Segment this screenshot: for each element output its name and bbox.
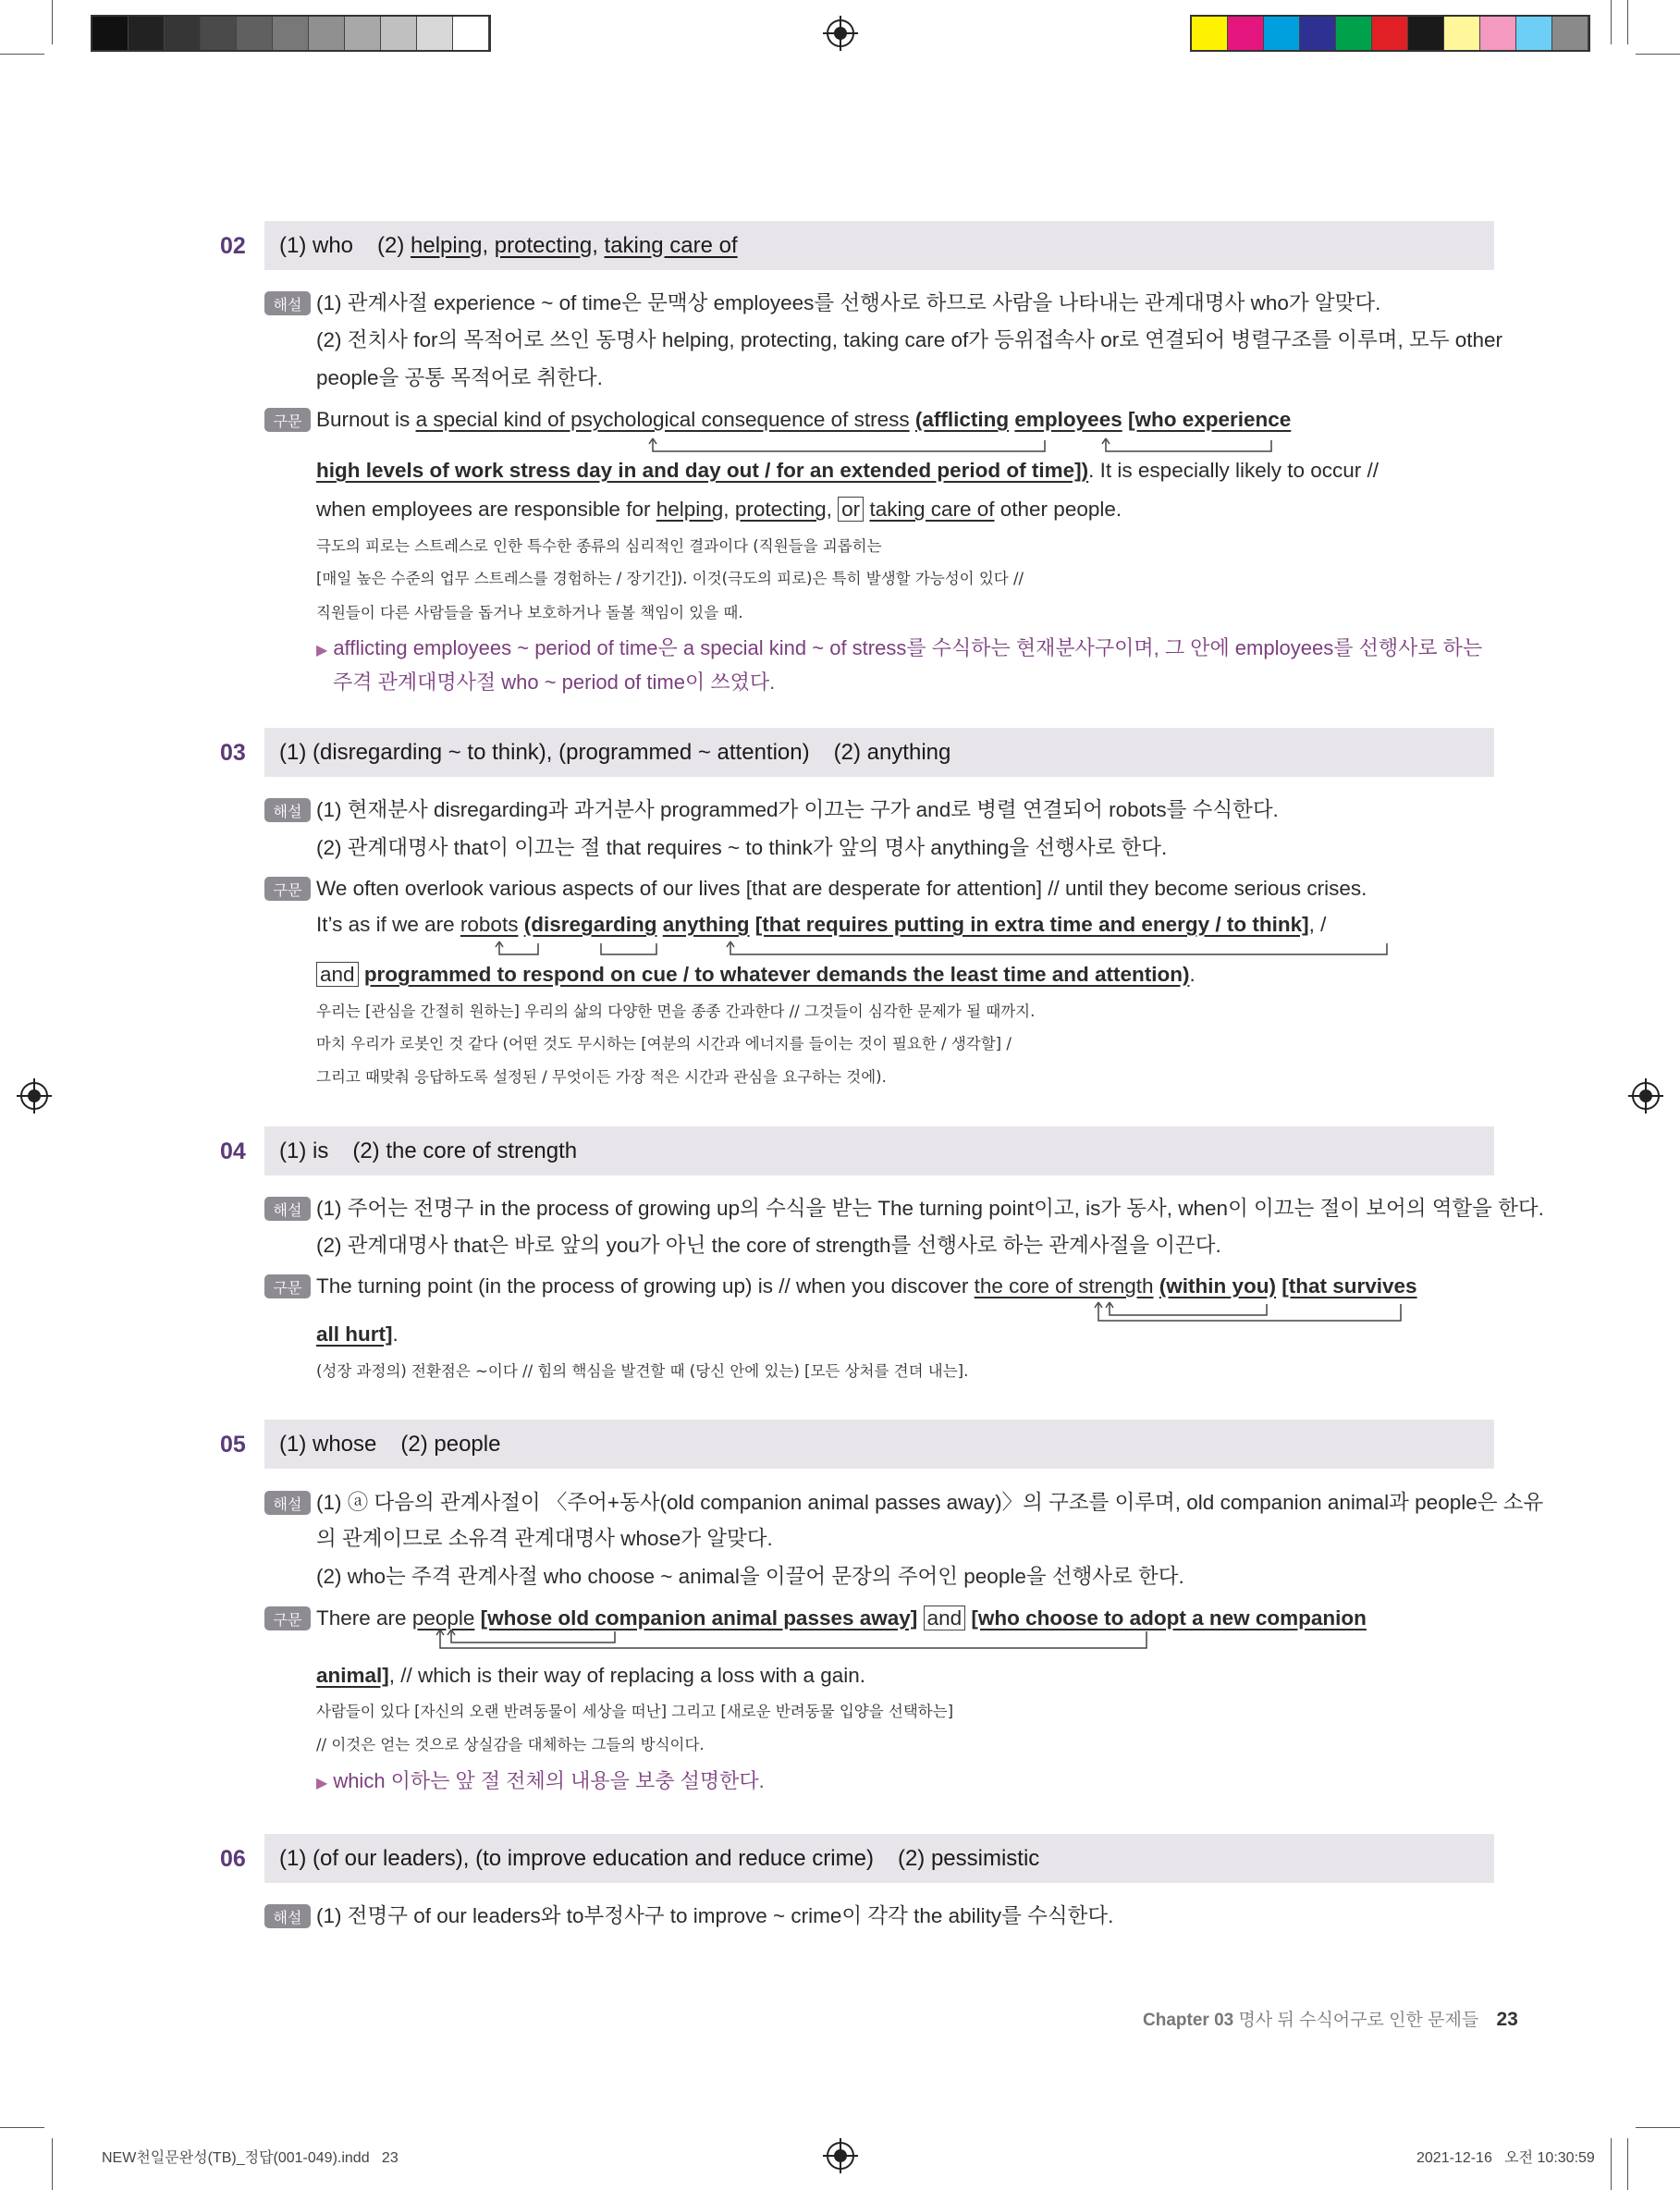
answer-1: (1) who	[279, 232, 354, 258]
answer-1: (1) (of our leaders), (to improve education and reduce crime)	[279, 1845, 874, 1871]
answer-1: (1) is	[279, 1138, 329, 1163]
syntax-line: when employees are responsible for helping, protecting, or taking care of other people.	[316, 498, 1122, 521]
answer-bar	[264, 1834, 1494, 1883]
explanation-line: (2) 관계대명사 that은 바로 앞의 you가 아닌 the core of strength를 선행사로 하는 관계사절을 이끈다.	[316, 1234, 1221, 1257]
syntax-line: Burnout is a special kind of psychological consequence of stress (afflicting employees [who experience	[316, 408, 1292, 431]
page-number: 23	[1496, 2009, 1518, 2030]
explanation-line: people을 공통 목적어로 취한다.	[316, 366, 603, 389]
answer-2: (2) helping, protecting, taking care of	[377, 232, 738, 258]
chapter-label: Chapter 03	[1143, 2011, 1234, 2030]
question-number: 06	[220, 1846, 246, 1872]
translation-line: 우리는 [관심을 간절히 원하는] 우리의 삶의 다양한 면을 종종 간과한다 // 그것들이 심각한 문제가 될 때까지.	[316, 1003, 1036, 1020]
answer-bar	[264, 728, 1494, 777]
explanation-badge: 해설	[264, 1197, 311, 1221]
syntax-line: animal], // which is their way of replacing a loss with a gain.	[316, 1664, 866, 1687]
translation-line: 그리고 때맞춰 응답하도록 설정된 / 무엇이든 가장 적은 시간과 관심을 요구하는 것에).	[316, 1068, 887, 1086]
syntax-badge: 구문	[264, 877, 311, 901]
grammar-note: ▶ which 이하는 앞 절 전체의 내용을 보충 설명한다.	[316, 1769, 765, 1792]
syntax-line: and programmed to respond on cue / to whatever demands the least time and attention).	[316, 962, 1196, 988]
translation-line: [매일 높은 수준의 업무 스트레스를 경험하는 / 장기간]). 이것(극도의 피로)은 특히 발생할 가능성이 있다 //	[316, 570, 1024, 587]
syntax-line: It’s as if we are robots (disregarding anything [that requires putting in extra time and energy / to think], /	[316, 913, 1327, 936]
answer-1: (1) (disregarding ~ to think), (programmed ~ attention)	[279, 739, 810, 765]
translation-line: 마치 우리가 로봇인 것 같다 (어떤 것도 무시하는 [여분의 시간과 에너지를 들이는 것이 필요한 / 생각할] /	[316, 1035, 1012, 1052]
explanation-line: 의 관계이므로 소유격 관계대명사 whose가 알맞다.	[316, 1527, 773, 1550]
answer-bar	[264, 1126, 1494, 1175]
syntax-line: There are people [whose old companion animal passes away] and [who choose to adopt a new companion	[316, 1606, 1367, 1630]
answer-2: (2) the core of strength	[352, 1138, 578, 1163]
triangle-icon: ▶	[316, 643, 328, 658]
question-number: 04	[220, 1138, 246, 1164]
answer-bar	[264, 1420, 1494, 1469]
explanation-line: (2) 관계대명사 that이 이끄는 절 that requires ~ to think가 앞의 명사 anything을 선행사로 한다.	[316, 836, 1168, 859]
explanation-line: (1) 현재분사 disregarding과 과거분사 programmed가 이끄는 구가 and로 병렬 연결되어 robots를 수식한다.	[316, 798, 1279, 821]
translation-line: 사람들이 있다 [자신의 오랜 반려동물이 세상을 떠난] 그리고 [새로운 반려동물 입양을 선택하는]	[316, 1703, 954, 1720]
explanation-badge: 해설	[264, 798, 311, 822]
translation-line: 직원들이 다른 사람들을 돕거나 보호하거나 돌볼 책임이 있을 때.	[316, 604, 743, 621]
syntax-badge: 구문	[264, 408, 311, 432]
translation-line: (성장 과정의) 전환점은 ~이다 // 힘의 핵심을 발견할 때 (당신 안에 있는) [모든 상처를 견뎌 내는].	[316, 1362, 969, 1380]
answer-1: (1) whose	[279, 1431, 377, 1457]
translation-line: // 이것은 얻는 것으로 상실감을 대체하는 그들의 방식이다.	[316, 1736, 705, 1753]
question-number: 02	[220, 233, 246, 259]
running-footer	[1143, 2006, 1518, 2031]
explanation-badge: 해설	[264, 1904, 311, 1928]
explanation-line: (1) ⓐ 다음의 관계사절이 〈주어+동사(old companion animal passes away)〉의 구조를 이루며, old companion animal과 people은 소유	[316, 1491, 1544, 1514]
explanation-line: (2) 전치사 for의 목적어로 쓰인 동명사 helping, protecting, taking care of가 등위접속사 or로 연결되어 병렬구조를 이루며, 모두 other	[316, 328, 1503, 351]
syntax-line: The turning point (in the process of growing up) is // when you discover the core of strength (within you) [that survives	[316, 1274, 1417, 1298]
triangle-icon: ▶	[316, 1776, 328, 1791]
explanation-line: (1) 주어는 전명구 in the process of growing up의 수식을 받는 The turning point이고, is가 동사, when이 이끄는 절이 보어의 역할을 한다.	[316, 1197, 1544, 1220]
chapter-title: 명사 뒤 수식어구로 인한 문제들	[1233, 2011, 1479, 2030]
syntax-badge: 구문	[264, 1606, 311, 1630]
question-number: 05	[220, 1432, 246, 1458]
answer-2: (2) pessimistic	[897, 1845, 1040, 1871]
explanation-line: (1) 관계사절 experience ~ of time은 문맥상 employees를 선행사로 하므로 사람을 나타내는 관계대명사 who가 알맞다.	[316, 291, 1381, 314]
translation-line: 극도의 피로는 스트레스로 인한 특수한 종류의 심리적인 결과이다 (직원들을 괴롭히는	[316, 537, 882, 555]
explanation-badge: 해설	[264, 291, 311, 315]
grammar-note: ▶ afflicting employees ~ period of time은 a special kind ~ of stress를 수식하는 현재분사구이며, 그 안에 employees를 선행사로 하는	[316, 636, 1483, 659]
file-slug: NEW천일문완성(TB)_정답(001-049).indd 23	[102, 2150, 399, 2166]
explanation-line: (1) 전명구 of our leaders와 to부정사구 to improve ~ crime이 각각 the ability를 수식한다.	[316, 1904, 1114, 1927]
answer-2: (2) anything	[833, 739, 951, 765]
grammar-note: 주격 관계대명사절 who ~ period of time이 쓰였다.	[333, 671, 776, 694]
question-number: 03	[220, 740, 246, 766]
syntax-line: We often overlook various aspects of our lives [that are desperate for attention] // until they become serious crises.	[316, 877, 1367, 900]
print-timestamp: 2021-12-16 오전 10:30:59	[1416, 2150, 1595, 2166]
syntax-line: high levels of work stress day in and day out / for an extended period of time]). It is especially likely to occur //	[316, 459, 1380, 482]
syntax-badge: 구문	[264, 1274, 311, 1298]
syntax-line: all hurt].	[316, 1323, 399, 1346]
explanation-line: (2) who는 주격 관계사절 who choose ~ animal을 이끌어 문장의 주어인 people을 선행사로 한다.	[316, 1565, 1184, 1588]
explanation-badge: 해설	[264, 1491, 311, 1515]
answer-2: (2) people	[400, 1431, 501, 1457]
